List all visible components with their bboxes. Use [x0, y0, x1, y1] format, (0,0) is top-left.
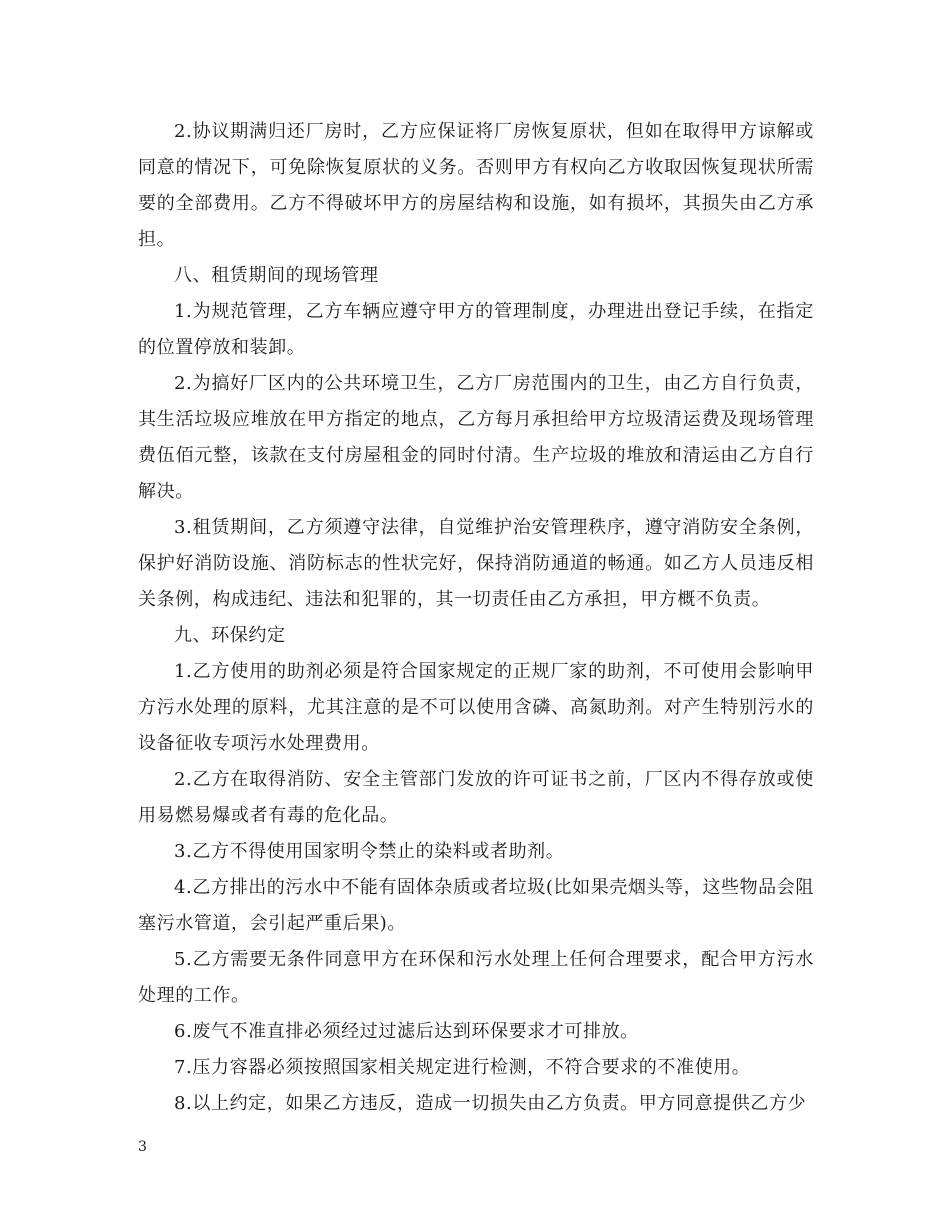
clause-8-item-3: 3.租赁期间，乙方须遵守法律，自觉维护治安管理秩序，遵守消防安全条例，保护好消防设施、消防标志的性状完好，保持消防通道的畅通。如乙方人员违反相关条例，构成违纪、违法和犯罪的，其一切责任由乙方承担，甲方概不负责。	[138, 517, 814, 610]
clause-8-item-1: 1.为规范管理，乙方车辆应遵守甲方的管理制度，办理进出登记手续，在指定的位置停放和装卸。	[138, 301, 814, 358]
section-heading-8: 八、租赁期间的现场管理	[174, 265, 379, 286]
clause-8-item-2: 2.为搞好厂区内的公共环境卫生，乙方厂房范围内的卫生，由乙方自行负责，其生活垃圾应堆放在甲方指定的地点，乙方每月承担给甲方垃圾清运费及现场管理费伍佰元整，该款在支付房屋租金的同时付清。生产垃圾的堆放和清运由乙方自行解决。	[138, 373, 814, 502]
clause-9-item-5: 5.乙方需要无条件同意甲方在环保和污水处理上任何合理要求，配合甲方污水处理的工作。	[138, 949, 814, 1006]
clause-9-item-7: 7.压力容器必须按照国家相关规定进行检测，不符合要求的不准使用。	[174, 1057, 751, 1078]
clause-9-item-6: 6.废气不准直排必须经过过滤后达到环保要求才可排放。	[174, 1021, 639, 1042]
clause-9-item-2: 2.乙方在取得消防、安全主管部门发放的许可证书之前，厂区内不得存放或使用易燃易爆或者有毒的危化品。	[138, 769, 814, 826]
clause-9-item-3: 3.乙方不得使用国家明令禁止的染料或者助剂。	[174, 841, 565, 862]
clause-9-item-8: 8.以上约定，如果乙方违反，造成一切损失由乙方负责。甲方同意提供乙方少	[174, 1093, 807, 1114]
clause-7-item-2: 2.协议期满归还厂房时，乙方应保证将厂房恢复原状，但如在取得甲方谅解或同意的情况下，可免除恢复原状的义务。否则甲方有权向乙方收取因恢复现状所需要的全部费用。乙方不得破坏甲方的房屋结构和设施，如有损坏，其损失由乙方承担。	[138, 121, 814, 250]
clause-9-item-1: 1.乙方使用的助剂必须是符合国家规定的正规厂家的助剂，不可使用会影响甲方污水处理的原料，尤其注意的是不可以使用含磷、高氮助剂。对产生特别污水的设备征收专项污水处理费用。	[138, 661, 814, 754]
document-body	[138, 114, 814, 1122]
section-heading-9: 九、环保约定	[174, 625, 286, 646]
page-number: 3	[138, 1139, 147, 1155]
clause-9-item-4: 4.乙方排出的污水中不能有固体杂质或者垃圾(比如果壳烟头等，这些物品会阻塞污水管道，会引起严重后果)。	[138, 877, 814, 934]
